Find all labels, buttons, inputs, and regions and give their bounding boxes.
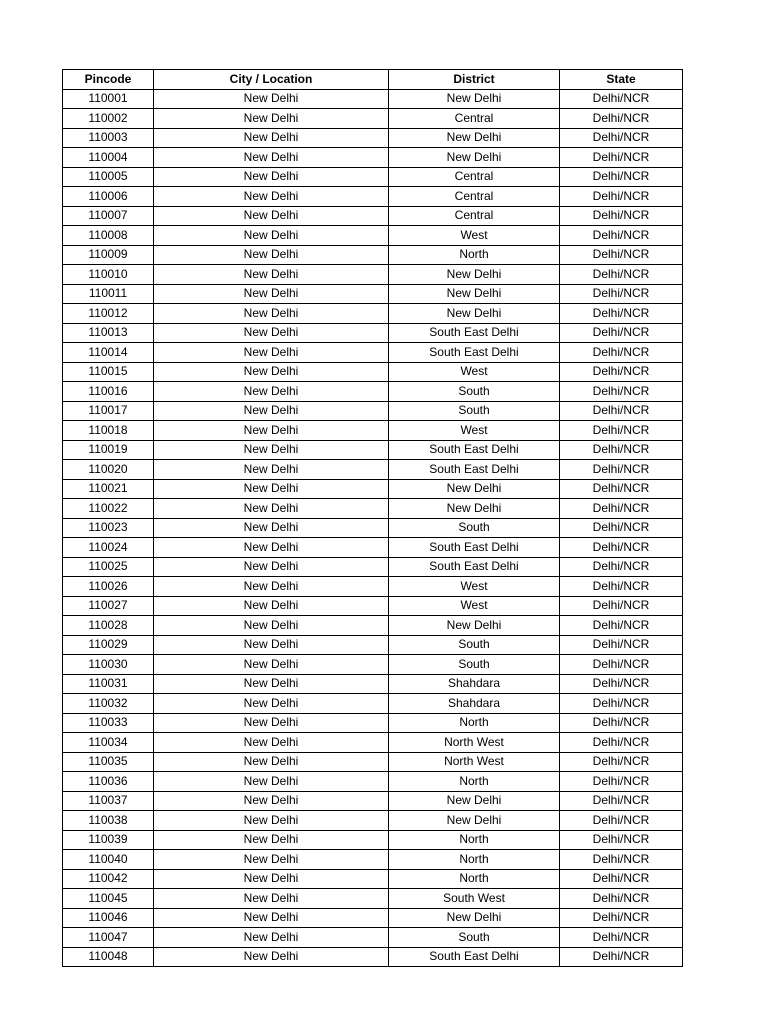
cell-city: New Delhi [154, 830, 389, 850]
cell-district: New Delhi [389, 791, 560, 811]
cell-district: South [389, 518, 560, 538]
cell-city: New Delhi [154, 206, 389, 226]
cell-pincode: 110008 [63, 226, 154, 246]
cell-district: North [389, 830, 560, 850]
cell-state: Delhi/NCR [560, 596, 683, 616]
cell-city: New Delhi [154, 187, 389, 207]
cell-district: New Delhi [389, 284, 560, 304]
cell-city: New Delhi [154, 382, 389, 402]
table-row [63, 304, 683, 324]
cell-district: New Delhi [389, 908, 560, 928]
table-row [63, 128, 683, 148]
cell-city: New Delhi [154, 772, 389, 792]
pincode-table [62, 69, 683, 967]
cell-district: South East Delhi [389, 440, 560, 460]
table-row [63, 635, 683, 655]
cell-city: New Delhi [154, 908, 389, 928]
cell-pincode: 110010 [63, 265, 154, 285]
cell-pincode: 110012 [63, 304, 154, 324]
cell-pincode: 110047 [63, 928, 154, 948]
cell-state: Delhi/NCR [560, 109, 683, 129]
cell-district: South [389, 928, 560, 948]
cell-city: New Delhi [154, 460, 389, 480]
cell-city: New Delhi [154, 791, 389, 811]
cell-pincode: 110032 [63, 694, 154, 714]
cell-state: Delhi/NCR [560, 187, 683, 207]
header-pincode: Pincode [63, 70, 154, 90]
cell-state: Delhi/NCR [560, 382, 683, 402]
cell-city: New Delhi [154, 928, 389, 948]
cell-district: West [389, 362, 560, 382]
cell-state: Delhi/NCR [560, 128, 683, 148]
table-row [63, 109, 683, 129]
header-state: State [560, 70, 683, 90]
table-row [63, 616, 683, 636]
cell-state: Delhi/NCR [560, 343, 683, 363]
table-row [63, 713, 683, 733]
cell-district: New Delhi [389, 128, 560, 148]
cell-city: New Delhi [154, 596, 389, 616]
cell-state: Delhi/NCR [560, 362, 683, 382]
table-row [63, 772, 683, 792]
cell-district: Central [389, 206, 560, 226]
cell-state: Delhi/NCR [560, 752, 683, 772]
table-row [63, 889, 683, 909]
cell-state: Delhi/NCR [560, 479, 683, 499]
cell-city: New Delhi [154, 674, 389, 694]
table-row [63, 733, 683, 753]
table-row [63, 401, 683, 421]
cell-district: South East Delhi [389, 323, 560, 343]
table-row [63, 869, 683, 889]
cell-state: Delhi/NCR [560, 772, 683, 792]
cell-district: South East Delhi [389, 460, 560, 480]
table-row [63, 206, 683, 226]
table-row [63, 343, 683, 363]
cell-pincode: 110007 [63, 206, 154, 226]
header-city-location: City / Location [154, 70, 389, 90]
table-row [63, 830, 683, 850]
cell-city: New Delhi [154, 362, 389, 382]
cell-state: Delhi/NCR [560, 733, 683, 753]
cell-district: West [389, 577, 560, 597]
cell-pincode: 110045 [63, 889, 154, 909]
cell-district: North [389, 713, 560, 733]
cell-pincode: 110014 [63, 343, 154, 363]
cell-district: Central [389, 187, 560, 207]
cell-state: Delhi/NCR [560, 304, 683, 324]
cell-state: Delhi/NCR [560, 518, 683, 538]
cell-state: Delhi/NCR [560, 655, 683, 675]
cell-pincode: 110015 [63, 362, 154, 382]
cell-pincode: 110029 [63, 635, 154, 655]
cell-state: Delhi/NCR [560, 265, 683, 285]
table-body [63, 89, 683, 967]
cell-state: Delhi/NCR [560, 460, 683, 480]
cell-pincode: 110002 [63, 109, 154, 129]
cell-pincode: 110016 [63, 382, 154, 402]
table-row [63, 674, 683, 694]
cell-district: West [389, 226, 560, 246]
table-row [63, 928, 683, 948]
table-row [63, 596, 683, 616]
cell-district: Central [389, 167, 560, 187]
cell-pincode: 110033 [63, 713, 154, 733]
cell-district: South East Delhi [389, 947, 560, 967]
cell-pincode: 110006 [63, 187, 154, 207]
cell-state: Delhi/NCR [560, 908, 683, 928]
cell-district: North [389, 772, 560, 792]
cell-pincode: 110005 [63, 167, 154, 187]
cell-district: North [389, 869, 560, 889]
cell-city: New Delhi [154, 148, 389, 168]
cell-state: Delhi/NCR [560, 557, 683, 577]
table-header [63, 70, 683, 90]
cell-pincode: 110020 [63, 460, 154, 480]
cell-city: New Delhi [154, 109, 389, 129]
cell-city: New Delhi [154, 440, 389, 460]
cell-city: New Delhi [154, 616, 389, 636]
cell-state: Delhi/NCR [560, 401, 683, 421]
cell-state: Delhi/NCR [560, 440, 683, 460]
cell-pincode: 110048 [63, 947, 154, 967]
cell-district: South West [389, 889, 560, 909]
cell-state: Delhi/NCR [560, 421, 683, 441]
cell-pincode: 110023 [63, 518, 154, 538]
cell-city: New Delhi [154, 889, 389, 909]
cell-district: North West [389, 752, 560, 772]
table-row [63, 226, 683, 246]
cell-state: Delhi/NCR [560, 148, 683, 168]
table-row [63, 460, 683, 480]
cell-state: Delhi/NCR [560, 499, 683, 519]
cell-city: New Delhi [154, 265, 389, 285]
cell-city: New Delhi [154, 128, 389, 148]
table-row [63, 245, 683, 265]
cell-state: Delhi/NCR [560, 947, 683, 967]
cell-district: New Delhi [389, 811, 560, 831]
table-row [63, 323, 683, 343]
table-row [63, 811, 683, 831]
table-row [63, 499, 683, 519]
table-row [63, 284, 683, 304]
table-row [63, 908, 683, 928]
table-row [63, 538, 683, 558]
table-row [63, 518, 683, 538]
cell-city: New Delhi [154, 304, 389, 324]
cell-district: West [389, 596, 560, 616]
cell-pincode: 110038 [63, 811, 154, 831]
cell-pincode: 110034 [63, 733, 154, 753]
cell-state: Delhi/NCR [560, 616, 683, 636]
cell-state: Delhi/NCR [560, 323, 683, 343]
cell-state: Delhi/NCR [560, 538, 683, 558]
cell-state: Delhi/NCR [560, 694, 683, 714]
cell-pincode: 110024 [63, 538, 154, 558]
cell-district: South East Delhi [389, 557, 560, 577]
cell-state: Delhi/NCR [560, 89, 683, 109]
cell-pincode: 110022 [63, 499, 154, 519]
cell-state: Delhi/NCR [560, 245, 683, 265]
header-district: District [389, 70, 560, 90]
cell-city: New Delhi [154, 479, 389, 499]
cell-state: Delhi/NCR [560, 850, 683, 870]
cell-city: New Delhi [154, 635, 389, 655]
cell-pincode: 110036 [63, 772, 154, 792]
cell-district: South East Delhi [389, 343, 560, 363]
cell-city: New Delhi [154, 245, 389, 265]
cell-district: New Delhi [389, 479, 560, 499]
table-row [63, 577, 683, 597]
cell-city: New Delhi [154, 850, 389, 870]
cell-district: South [389, 401, 560, 421]
cell-city: New Delhi [154, 655, 389, 675]
cell-pincode: 110027 [63, 596, 154, 616]
cell-city: New Delhi [154, 226, 389, 246]
cell-city: New Delhi [154, 89, 389, 109]
cell-state: Delhi/NCR [560, 674, 683, 694]
table-row [63, 791, 683, 811]
cell-pincode: 110028 [63, 616, 154, 636]
cell-district: North [389, 245, 560, 265]
cell-district: West [389, 421, 560, 441]
cell-city: New Delhi [154, 167, 389, 187]
cell-city: New Delhi [154, 752, 389, 772]
table-row [63, 89, 683, 109]
cell-district: Shahdara [389, 694, 560, 714]
cell-pincode: 110037 [63, 791, 154, 811]
table-row [63, 187, 683, 207]
cell-state: Delhi/NCR [560, 869, 683, 889]
cell-state: Delhi/NCR [560, 811, 683, 831]
table-row [63, 382, 683, 402]
header-row [63, 70, 683, 90]
cell-pincode: 110003 [63, 128, 154, 148]
cell-pincode: 110040 [63, 850, 154, 870]
table-row [63, 265, 683, 285]
cell-pincode: 110009 [63, 245, 154, 265]
cell-pincode: 110042 [63, 869, 154, 889]
table-row [63, 167, 683, 187]
table-row [63, 557, 683, 577]
cell-district: North [389, 850, 560, 870]
cell-state: Delhi/NCR [560, 206, 683, 226]
cell-city: New Delhi [154, 947, 389, 967]
cell-district: Shahdara [389, 674, 560, 694]
cell-pincode: 110021 [63, 479, 154, 499]
cell-state: Delhi/NCR [560, 635, 683, 655]
cell-state: Delhi/NCR [560, 226, 683, 246]
cell-state: Delhi/NCR [560, 928, 683, 948]
cell-city: New Delhi [154, 421, 389, 441]
table-row [63, 362, 683, 382]
cell-city: New Delhi [154, 343, 389, 363]
cell-district: South [389, 655, 560, 675]
cell-state: Delhi/NCR [560, 791, 683, 811]
cell-state: Delhi/NCR [560, 830, 683, 850]
cell-pincode: 110046 [63, 908, 154, 928]
cell-district: South [389, 635, 560, 655]
cell-pincode: 110011 [63, 284, 154, 304]
cell-pincode: 110017 [63, 401, 154, 421]
cell-pincode: 110019 [63, 440, 154, 460]
cell-district: New Delhi [389, 304, 560, 324]
cell-city: New Delhi [154, 499, 389, 519]
cell-state: Delhi/NCR [560, 284, 683, 304]
cell-pincode: 110031 [63, 674, 154, 694]
cell-city: New Delhi [154, 713, 389, 733]
cell-district: South [389, 382, 560, 402]
cell-pincode: 110025 [63, 557, 154, 577]
table-row [63, 440, 683, 460]
cell-district: New Delhi [389, 499, 560, 519]
cell-pincode: 110004 [63, 148, 154, 168]
cell-district: South East Delhi [389, 538, 560, 558]
table-row [63, 694, 683, 714]
cell-city: New Delhi [154, 323, 389, 343]
table-row [63, 655, 683, 675]
cell-district: New Delhi [389, 148, 560, 168]
cell-state: Delhi/NCR [560, 713, 683, 733]
cell-city: New Delhi [154, 694, 389, 714]
table-row [63, 752, 683, 772]
cell-pincode: 110001 [63, 89, 154, 109]
cell-city: New Delhi [154, 733, 389, 753]
cell-pincode: 110035 [63, 752, 154, 772]
cell-state: Delhi/NCR [560, 889, 683, 909]
cell-city: New Delhi [154, 401, 389, 421]
cell-district: Central [389, 109, 560, 129]
cell-district: New Delhi [389, 265, 560, 285]
cell-pincode: 110018 [63, 421, 154, 441]
cell-district: North West [389, 733, 560, 753]
cell-city: New Delhi [154, 869, 389, 889]
table-row [63, 479, 683, 499]
cell-state: Delhi/NCR [560, 167, 683, 187]
cell-pincode: 110039 [63, 830, 154, 850]
table-row [63, 148, 683, 168]
cell-city: New Delhi [154, 557, 389, 577]
table-row [63, 421, 683, 441]
cell-pincode: 110013 [63, 323, 154, 343]
cell-district: New Delhi [389, 616, 560, 636]
cell-pincode: 110030 [63, 655, 154, 675]
cell-district: New Delhi [389, 89, 560, 109]
cell-city: New Delhi [154, 284, 389, 304]
cell-city: New Delhi [154, 538, 389, 558]
cell-city: New Delhi [154, 811, 389, 831]
cell-city: New Delhi [154, 518, 389, 538]
cell-pincode: 110026 [63, 577, 154, 597]
cell-state: Delhi/NCR [560, 577, 683, 597]
table-row [63, 947, 683, 967]
cell-city: New Delhi [154, 577, 389, 597]
table-row [63, 850, 683, 870]
